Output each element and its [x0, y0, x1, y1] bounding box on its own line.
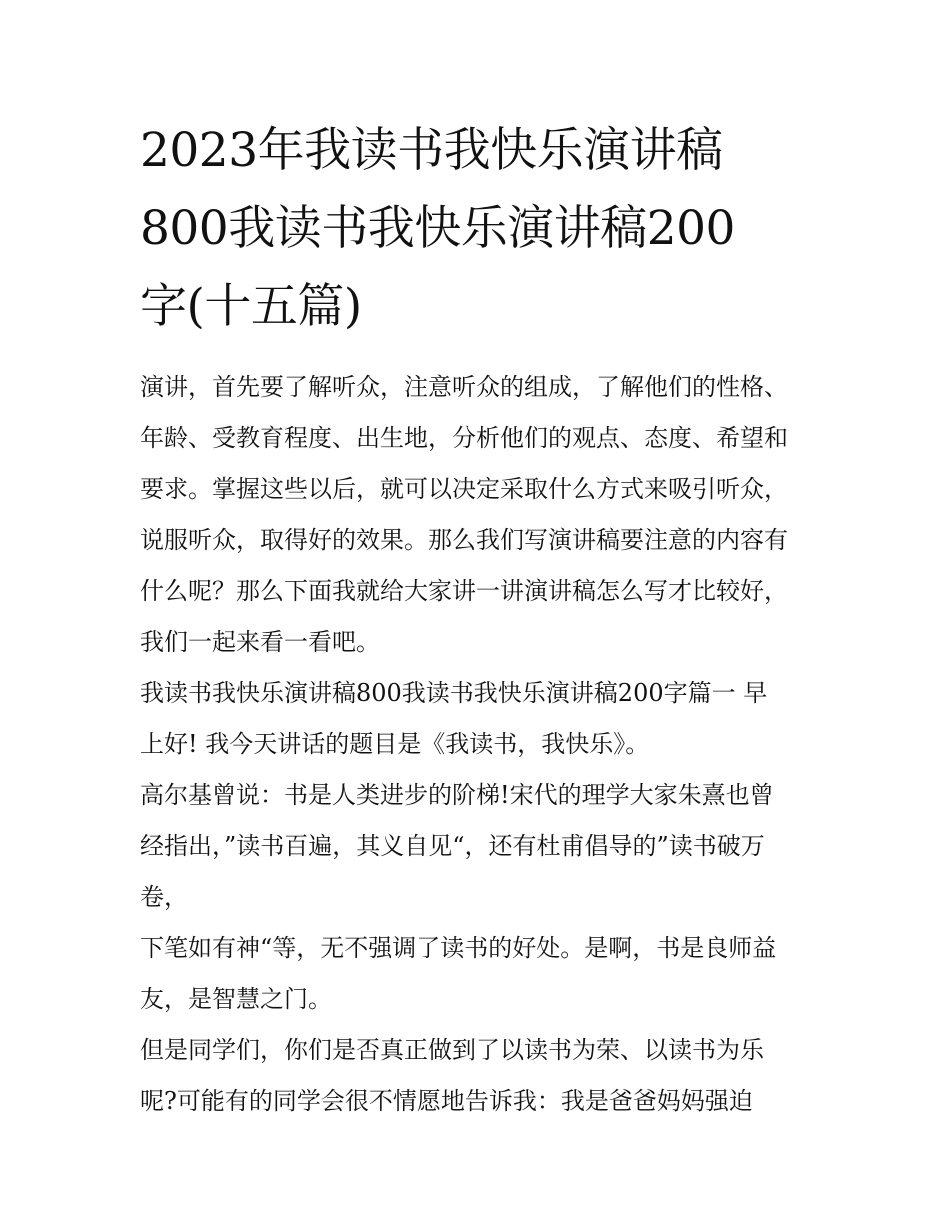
document-title: [140, 112, 820, 346]
title-line: 字(十五篇): [140, 279, 362, 334]
body-line: 说服听众，取得好的效果。那么我们写演讲稿要注意的内容有: [140, 526, 788, 554]
body-line: 呢?可能有的同学会很不情愿地告诉我：我是爸爸妈妈强迫: [140, 1087, 753, 1115]
body-line: 年龄、受教育程度、出生地，分析他们的观点、态度、希望和: [140, 424, 788, 452]
body-line: 要求。掌握这些以后，就可以决定采取什么方式来吸引听众，: [140, 475, 788, 503]
title-line: 2023年我读书我快乐演讲稿: [140, 123, 723, 178]
title-line: 800我读书我快乐演讲稿200: [140, 201, 735, 256]
body-line: 经指出，”读书百遍，其义自见“，还有杜甫倡导的”读书破万: [140, 832, 765, 860]
body-line: 我读书我快乐演讲稿800我读书我快乐演讲稿200字篇一 早: [140, 679, 768, 707]
body-line: 卷，: [140, 883, 188, 911]
document-body: [140, 362, 820, 1127]
body-line: 但是同学们，你们是否真正做到了以读书为荣、以读书为乐: [140, 1036, 764, 1064]
document-page: [140, 112, 820, 1127]
body-line: 高尔基曾说：书是人类进步的阶梯!宋代的理学大家朱熹也曾: [140, 781, 774, 809]
body-line: 演讲，首先要了解听众，注意听众的组成，了解他们的性格、: [140, 373, 788, 401]
body-line: 友，是智慧之门。: [140, 985, 332, 1013]
body-line: 上好! 我今天讲话的题目是《我读书，我快乐》。: [140, 730, 650, 758]
body-line: 下笔如有神“等，无不强调了读书的好处。是啊，书是良师益: [140, 934, 777, 962]
body-line: 我们一起来看一看吧。: [140, 628, 380, 656]
body-line: 什么呢？那么下面我就给大家讲一讲演讲稿怎么写才比较好，: [140, 577, 788, 605]
